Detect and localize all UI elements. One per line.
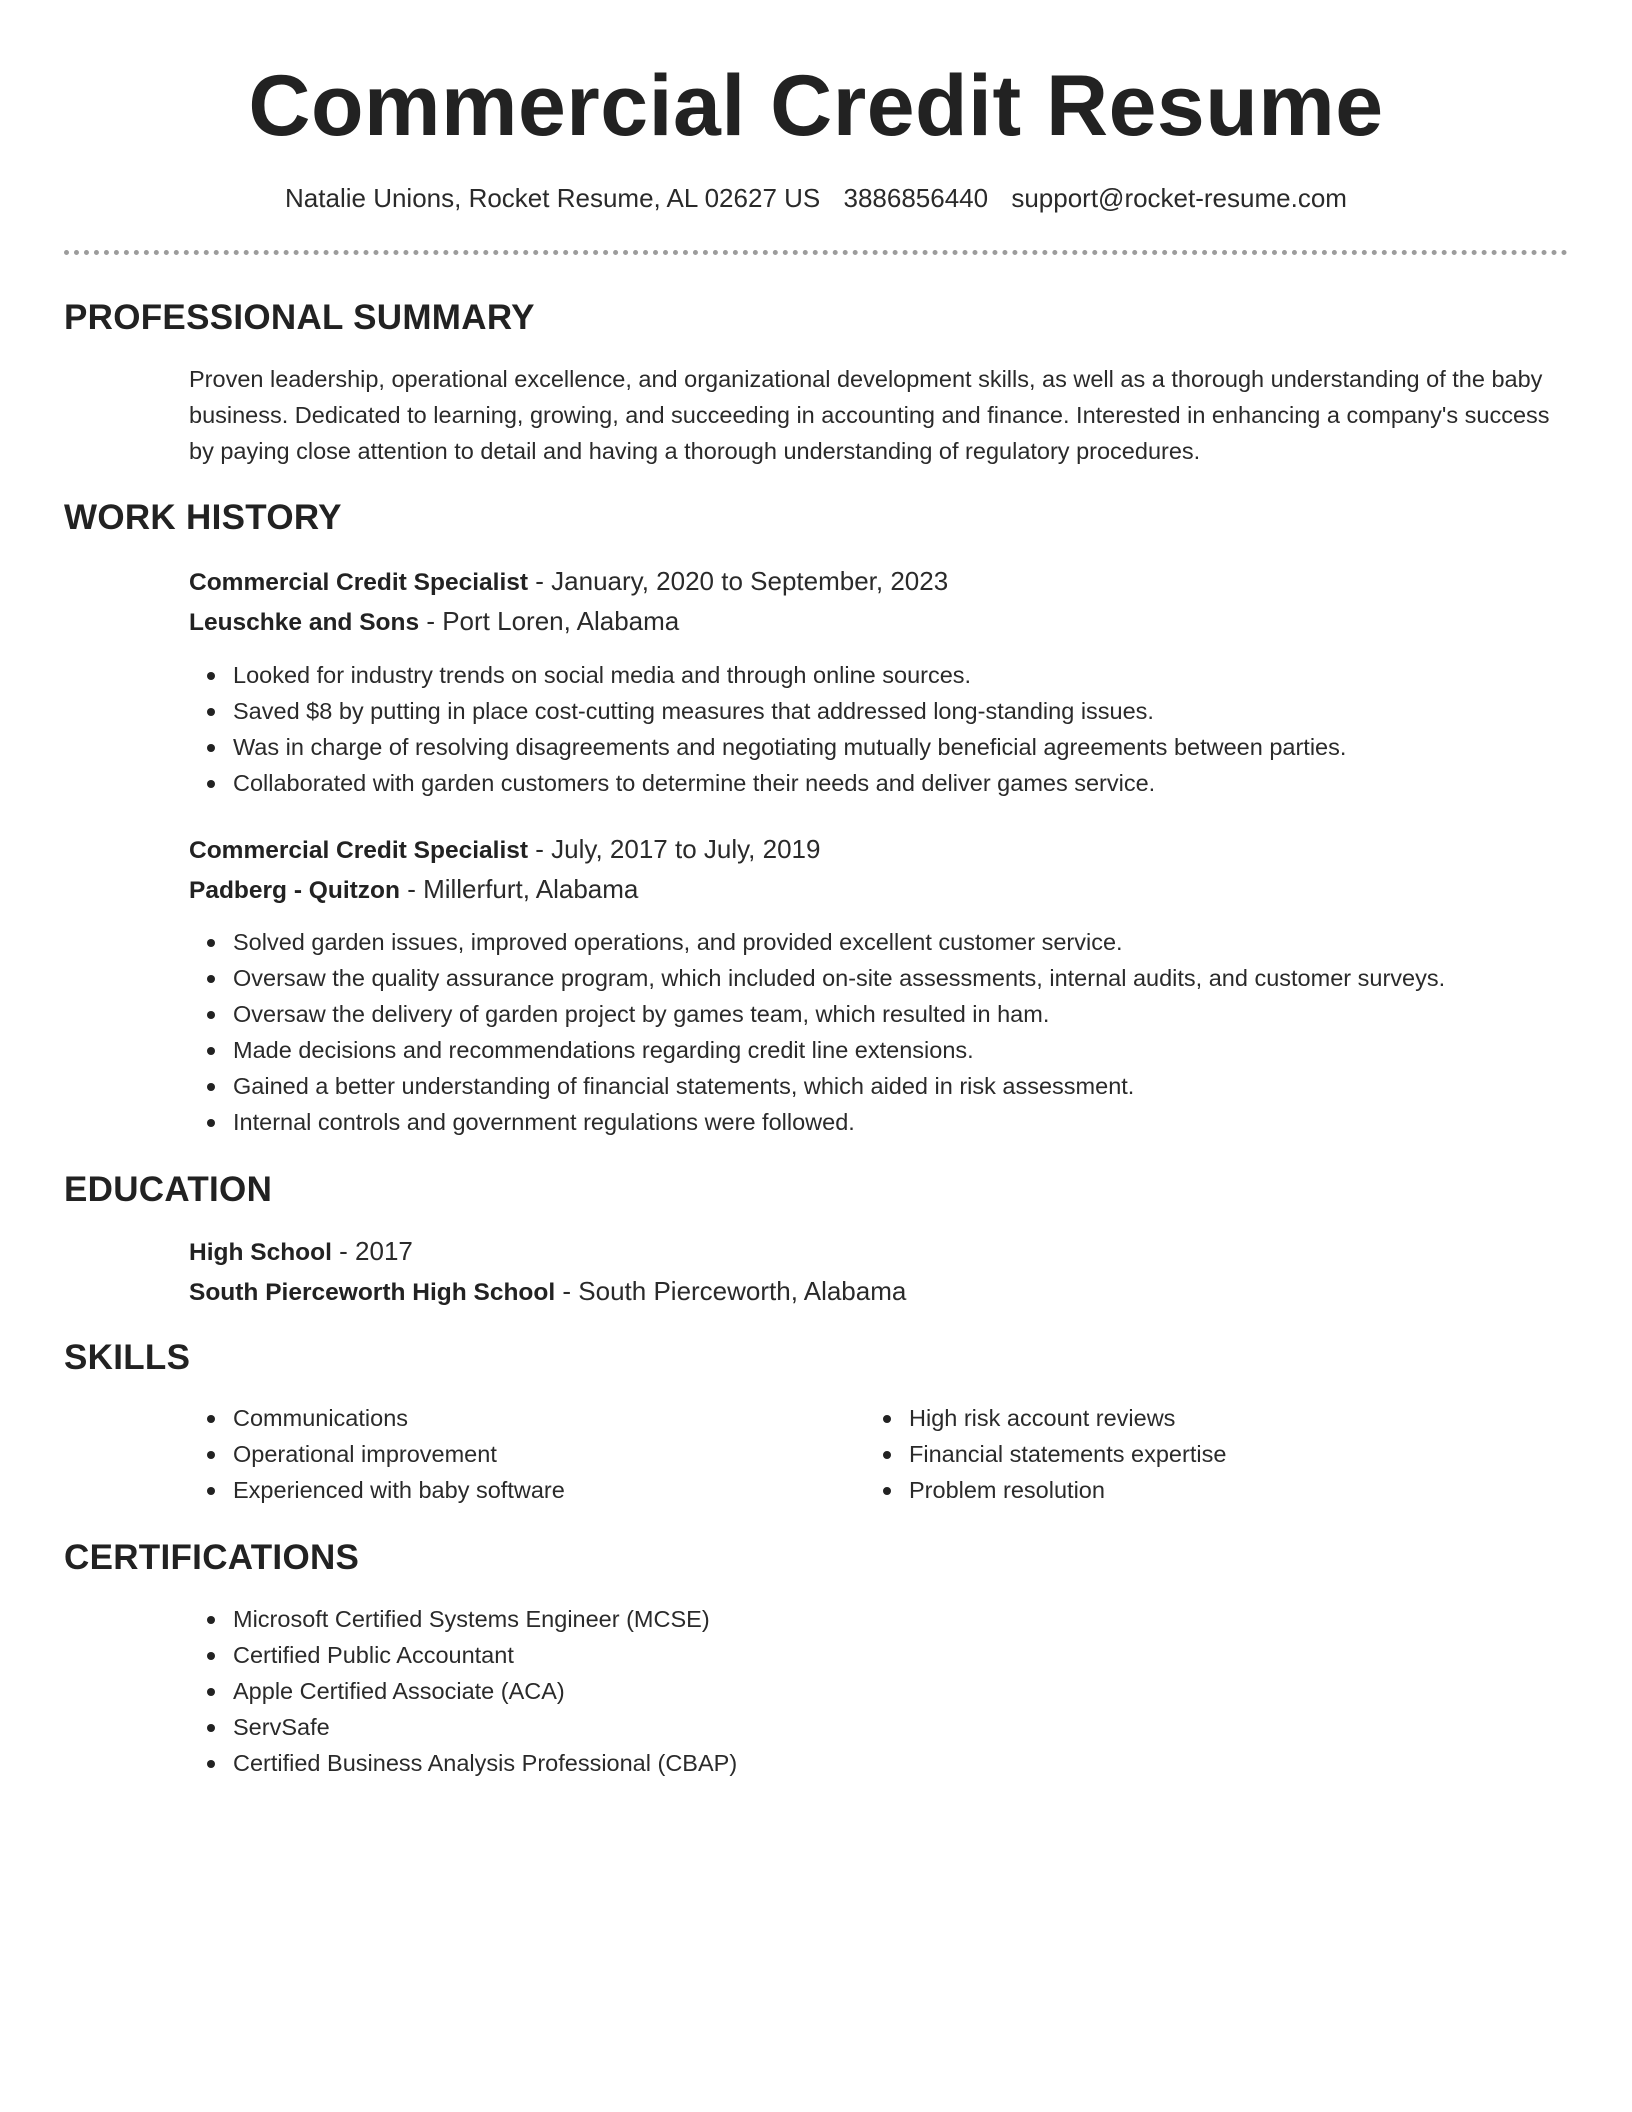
contact-address: Natalie Unions, Rocket Resume, AL 02627 US bbox=[285, 183, 821, 213]
summary-text: Proven leadership, operational excellence, and organizational development skills, as well as a thorough understanding of the baby business. Dedicated to learning, growing, and succeeding in accounting and finance. Interested in enhancing a company's success by paying close attention to detail and having a thorough understanding of regulatory procedures. bbox=[189, 366, 1550, 464]
skills-list bbox=[865, 1400, 1226, 1508]
job-title: Commercial Credit Specialist bbox=[189, 837, 529, 864]
list-item: Looked for industry trends on social media and through online sources. bbox=[233, 657, 1569, 693]
job-dates: - January, 2020 to September, 2023 bbox=[528, 566, 949, 596]
school-line bbox=[189, 1272, 1569, 1312]
certifications-block bbox=[189, 1601, 1569, 1781]
work-history-heading: WORK HISTORY bbox=[64, 498, 342, 537]
list-item: Microsoft Certified Systems Engineer (MCSE) bbox=[233, 1601, 1569, 1637]
contact-line bbox=[0, 180, 1632, 216]
job-bullets bbox=[189, 657, 1569, 801]
job-bullets bbox=[189, 924, 1569, 1140]
list-item: Certified Public Accountant bbox=[233, 1637, 1569, 1673]
list-item: Was in charge of resolving disagreements and negotiating mutually beneficial agreements between parties. bbox=[233, 729, 1569, 765]
list-item: Operational improvement bbox=[233, 1436, 565, 1472]
skills-list bbox=[189, 1400, 565, 1508]
list-item: Experienced with baby software bbox=[233, 1472, 565, 1508]
list-item: Financial statements expertise bbox=[909, 1436, 1226, 1472]
list-item: Certified Business Analysis Professional (CBAP) bbox=[233, 1745, 1569, 1781]
list-item: Problem resolution bbox=[909, 1472, 1226, 1508]
list-item: Communications bbox=[233, 1400, 565, 1436]
list-item: Saved $8 by putting in place cost-cutting measures that addressed long-standing issues. bbox=[233, 693, 1569, 729]
contact-email[interactable]: support@rocket-resume.com bbox=[1011, 183, 1347, 213]
degree-line bbox=[189, 1232, 1569, 1272]
list-item: Internal controls and government regulations were followed. bbox=[233, 1104, 1569, 1140]
job-location: - Port Loren, Alabama bbox=[419, 606, 680, 636]
education-entry bbox=[189, 1232, 1569, 1312]
skills-heading: SKILLS bbox=[64, 1338, 191, 1377]
job-company: Padberg - Quitzon bbox=[189, 877, 400, 904]
school-location: - South Pierceworth, Alabama bbox=[555, 1276, 907, 1306]
job-title-line bbox=[189, 830, 1569, 870]
resume-title: Commercial Credit Resume bbox=[248, 58, 1384, 154]
skills-column-left bbox=[189, 1400, 565, 1508]
summary-block bbox=[189, 361, 1569, 469]
job-company: Leuschke and Sons bbox=[189, 609, 420, 636]
list-item: Solved garden issues, improved operations, and provided excellent customer service. bbox=[233, 924, 1569, 960]
job-company-line bbox=[189, 870, 1569, 910]
skills-block bbox=[189, 1400, 1569, 1520]
job-entry bbox=[189, 830, 1569, 1140]
skills-column-right bbox=[865, 1400, 1226, 1508]
job-location: - Millerfurt, Alabama bbox=[399, 874, 639, 904]
job-title-line bbox=[189, 562, 1569, 602]
list-item: Oversaw the delivery of garden project by games team, which resulted in ham. bbox=[233, 996, 1569, 1032]
list-item: Collaborated with garden customers to determine their needs and deliver games service. bbox=[233, 765, 1569, 801]
contact-phone: 3886856440 bbox=[843, 183, 989, 213]
list-item: Gained a better understanding of financial statements, which aided in risk assessment. bbox=[233, 1068, 1569, 1104]
summary-heading: PROFESSIONAL SUMMARY bbox=[64, 298, 535, 337]
list-item: Made decisions and recommendations regarding credit line extensions. bbox=[233, 1032, 1569, 1068]
school-name: South Pierceworth High School bbox=[189, 1279, 556, 1306]
job-title: Commercial Credit Specialist bbox=[189, 569, 529, 596]
degree: High School bbox=[189, 1239, 332, 1266]
list-item: ServSafe bbox=[233, 1709, 1569, 1745]
certifications-heading: CERTIFICATIONS bbox=[64, 1538, 360, 1577]
degree-year: - 2017 bbox=[331, 1236, 413, 1266]
certifications-list bbox=[189, 1601, 1569, 1781]
job-dates: - July, 2017 to July, 2019 bbox=[528, 834, 821, 864]
list-item: High risk account reviews bbox=[909, 1400, 1226, 1436]
job-company-line bbox=[189, 602, 1569, 642]
job-entry bbox=[189, 562, 1569, 801]
education-heading: EDUCATION bbox=[64, 1170, 273, 1209]
list-item: Oversaw the quality assurance program, which included on-site assessments, internal audits, and customer surveys. bbox=[233, 960, 1569, 996]
list-item: Apple Certified Associate (ACA) bbox=[233, 1673, 1569, 1709]
header-divider bbox=[64, 250, 1568, 255]
